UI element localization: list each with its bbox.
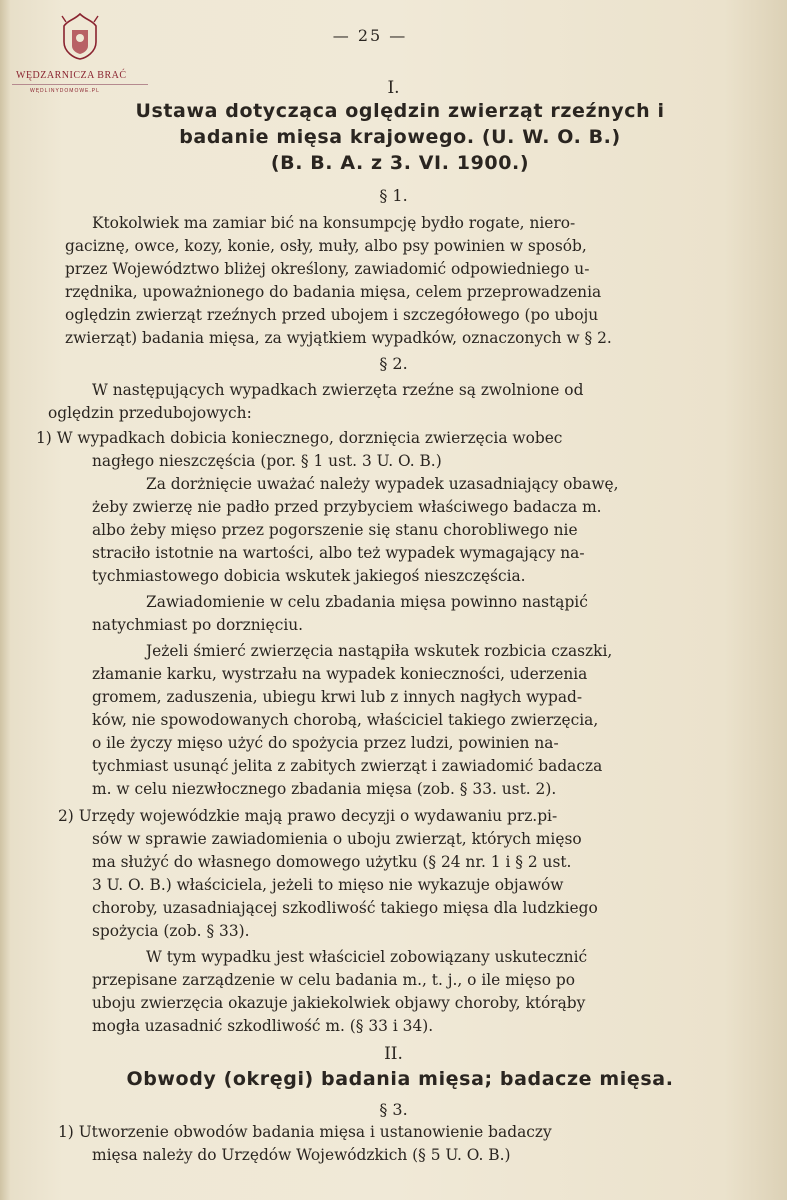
paragraph-2-line: 2) Urzędy wojewódzkie mają prawo decyzji o wydawaniu prz.pi- bbox=[58, 807, 558, 825]
paragraph-2-line: spożycia (zob. § 33). bbox=[92, 922, 250, 940]
paragraph-2-line: mogła uzasadnić szkodliwość m. (§ 33 i 34). bbox=[92, 1017, 434, 1035]
logo-subtitle: WĘDLINYDOMOWE.PL bbox=[30, 88, 100, 94]
paragraph-2-line: m. w celu niezwłocznego zbadania mięsa (zob. § 33. ust. 2). bbox=[92, 780, 557, 798]
paragraph-2-line: straciło istotnie na wartości, albo też wypadek wymagający na- bbox=[92, 544, 585, 562]
paragraph-2-line: przepisane zarządzenie w celu badania m., t. j., o ile mięso po bbox=[92, 971, 575, 989]
section-2-number: II. bbox=[384, 1044, 403, 1064]
paragraph-2-line: tychmiast usunąć jelita z zabitych zwierząt i zawiadomić badacza bbox=[92, 757, 603, 775]
paragraph-3-line: mięsa należy do Urzędów Wojewódzkich (§ 5 U. O. B.) bbox=[92, 1146, 511, 1164]
paragraph-2-line: W tym wypadku jest właściciel zobowiązany uskutecznić bbox=[146, 948, 588, 966]
paragraph-2-line: tychmiastowego dobicia wskutek jakiegoś nieszczęścia. bbox=[92, 567, 526, 585]
paragraph-2-line: żeby zwierzę nie padło przed przybyciem właściwego badacza m. bbox=[92, 498, 602, 516]
section-1-title-line-2: badanie mięsa krajowego. (U. W. O. B.) bbox=[179, 126, 621, 148]
paragraph-2-line: złamanie karku, wystrzału na wypadek konieczności, uderzenia bbox=[92, 665, 588, 683]
logo-title: WĘDZARNICZA BRAĆ bbox=[16, 70, 127, 81]
section-1-title-line-3: (B. B. A. z 3. VI. 1900.) bbox=[270, 152, 530, 174]
paragraph-1-line: oględzin zwierząt rzeźnych przed ubojem i szczegółowego (po uboju bbox=[65, 306, 599, 324]
paragraph-2-line: albo żeby mięso przez pogorszenie się stanu chorobliwego nie bbox=[92, 521, 578, 539]
paragraph-1-line: zwierząt) badania mięsa, za wyjątkiem wypadków, oznaczonych w § 2. bbox=[65, 329, 612, 347]
paragraph-2-line: Zawiadomienie w celu zbadania mięsa powinno nastąpić bbox=[146, 593, 588, 611]
section-1-title-line-1: Ustawa dotycząca oględzin zwierząt rzeźnych i bbox=[135, 100, 665, 122]
paragraph-2-line: 3 U. O. B.) właściciela, jeżeli to mięso nie wykazuje objawów bbox=[92, 876, 564, 894]
crest-icon bbox=[60, 12, 100, 60]
paragraph-2-line: o ile życzy mięso użyć do spożycia przez ludzi, powinien na- bbox=[92, 734, 559, 752]
paragraph-1-line: Ktokolwiek ma zamiar bić na konsumpcję bydło rogate, niero- bbox=[92, 214, 576, 232]
paragraph-1-line: gaciznę, owce, kozy, konie, osły, muły, albo psy powinien w sposób, bbox=[65, 237, 587, 255]
paragraph-2-line: oględzin przedubojowych: bbox=[48, 404, 252, 422]
paragraph-2-line: uboju zwierzęcia okazuje jakiekolwiek objawy choroby, którąby bbox=[92, 994, 586, 1012]
paragraph-2-line: Za dorżnięcie uważać należy wypadek uzasadniający obawę, bbox=[146, 475, 619, 493]
page-edge bbox=[0, 0, 10, 1200]
paragraph-2-line: ków, nie spowodowanych chorobą, właściciel takiego zwierzęcia, bbox=[92, 711, 599, 729]
paragraph-3-line: 1) Utworzenie obwodów badania mięsa i ustanowienie badaczy bbox=[58, 1123, 552, 1141]
paragraph-2-line: natychmiast po dorznięciu. bbox=[92, 616, 304, 634]
paragraph-1-sign: § 1. bbox=[379, 186, 408, 205]
paragraph-1-line: przez Województwo bliżej określony, zawiadomić odpowiedniego u- bbox=[65, 260, 590, 278]
page-number: — 25 — bbox=[332, 26, 408, 45]
paragraph-2-line: sów w sprawie zawiadomienia o uboju zwierząt, których mięso bbox=[92, 830, 582, 848]
paragraph-2-line: gromem, zaduszenia, ubiegu krwi lub z innych nagłych wypad- bbox=[92, 688, 583, 706]
paragraph-2-line: ma służyć do własnego domowego użytku (§ 24 nr. 1 i § 2 ust. bbox=[92, 853, 572, 871]
paragraph-2-line: choroby, uzasadniającej szkodliwość takiego mięsa dla ludzkiego bbox=[92, 899, 598, 917]
paragraph-2-line: W następujących wypadkach zwierzęta rzeźne są zwolnione od bbox=[92, 381, 584, 399]
paragraph-2-sign: § 2. bbox=[379, 354, 408, 373]
paragraph-2-line: nagłego nieszczęścia (por. § 1 ust. 3 U. O. B.) bbox=[92, 452, 442, 470]
section-2-title: Obwody (okręgi) badania mięsa; badacze mięsa. bbox=[126, 1068, 674, 1090]
paragraph-2-line: Jeżeli śmierć zwierzęcia nastąpiła wskutek rozbicia czaszki, bbox=[146, 642, 613, 660]
section-1-number: I. bbox=[387, 78, 400, 98]
paragraph-1-line: rzędnika, upoważnionego do badania mięsa, celem przeprowadzenia bbox=[65, 283, 602, 301]
paragraph-3-sign: § 3. bbox=[379, 1100, 408, 1119]
paragraph-2-line: 1) W wypadkach dobicia koniecznego, dorznięcia zwierzęcia wobec bbox=[36, 429, 563, 447]
